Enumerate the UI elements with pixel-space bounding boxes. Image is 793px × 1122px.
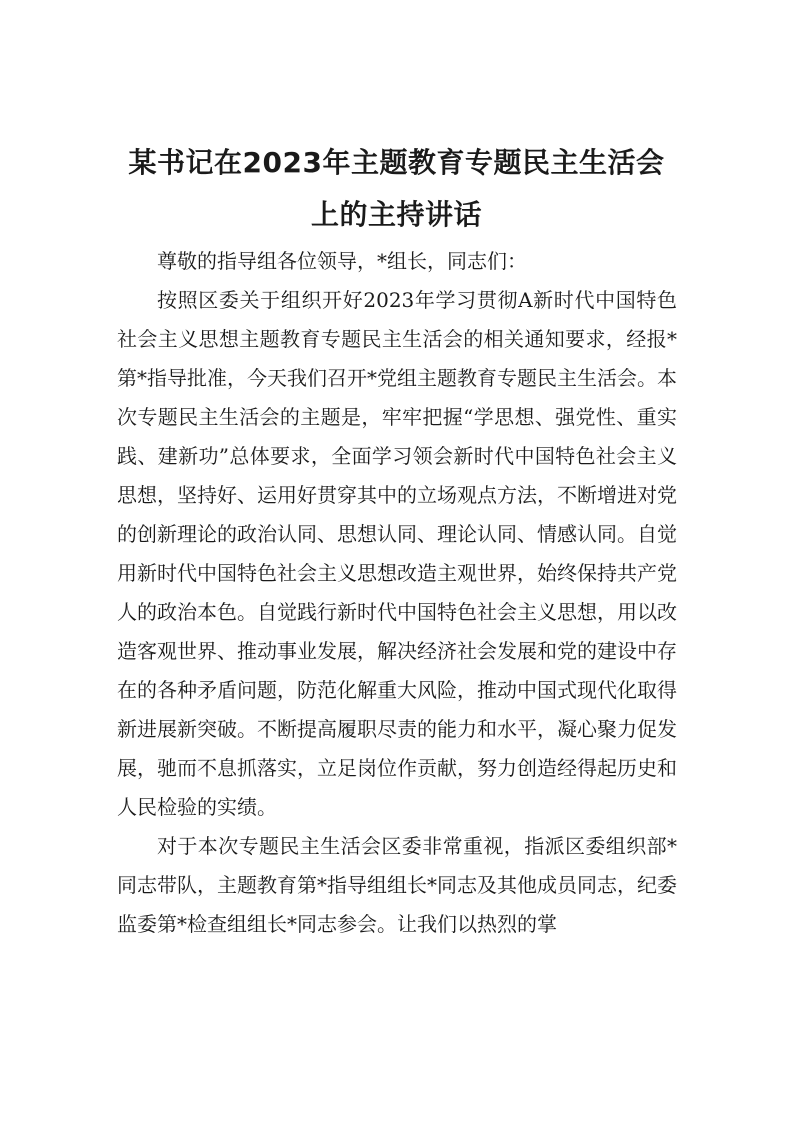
- document-title: [100, 137, 693, 241]
- body-paragraph: 对于本次专题民主生活会区委非常重视，指派区委组织部*同志带队，主题教育第*指导组组长*同志及其他成员同志，纪委监委第*检查组组长*同志参会。让我们以热烈的掌: [117, 834, 677, 936]
- salutation-paragraph: 尊敬的指导组各位领导，*组长，同志们：: [157, 249, 527, 273]
- title-line-1: 某书记在2023年主题教育专题民主生活会: [128, 145, 665, 179]
- document-body: [117, 242, 677, 944]
- title-line-2: 上的主持讲话: [310, 197, 482, 231]
- body-paragraph: 按照区委关于组织开好2023年学习贯彻A新时代中国特色社会主义思想主题教育专题民主生活会的相关通知要求，经报*第*指导批准，今天我们召开*党组主题教育专题民主生活会。本次专题民主生活会的主题是，牢牢把握“学思想、强党性、重实践、建新功”总体要求，全面学习领会新时代中国特色社会主义思想，坚持好、运用好贯穿其中的立场观点方法，不断增进对党的创新理论的政治认同、思想认同、理论认同、情感认同。自觉用新时代中国特色社会主义思想改造主观世界，始终保持共产党人的政治本色。自觉践行新时代中国特色社会主义思想，用以改造客观世界、推动事业发展，解决经济社会发展和党的建设中存在的各种矛盾问题，防范化解重大风险，推动中国式现代化取得新进展新突破。不断提高履职尽责的能力和水平，凝心聚力促发展，驰而不息抓落实，立足岗位作贡献，努力创造经得起历史和人民检验的实绩。: [117, 288, 677, 819]
